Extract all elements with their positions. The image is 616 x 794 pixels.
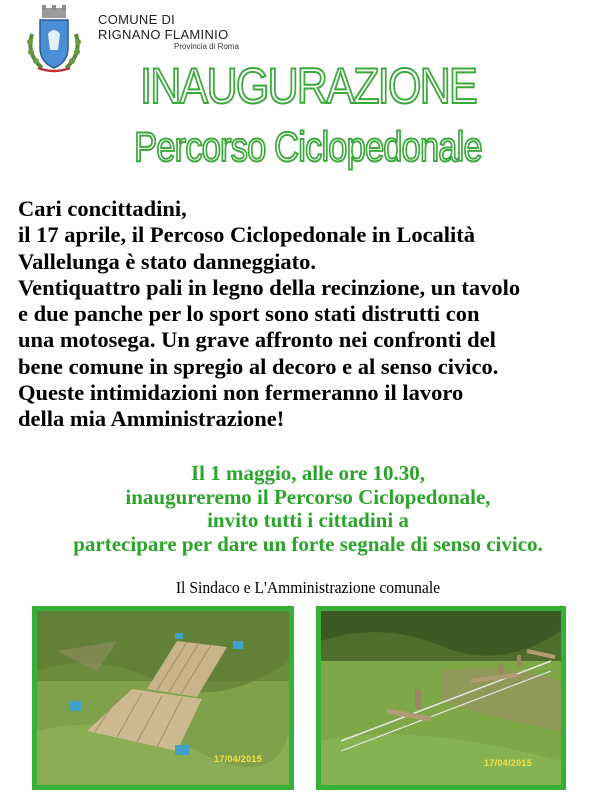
announcement-line: Il 1 maggio, alle ore 10.30, xyxy=(190,461,426,485)
announcement xyxy=(0,462,616,556)
letter-line: il 17 aprile, il Percoso Ciclopedonale in Località xyxy=(18,222,476,248)
letter-line: una motosega. Un grave affronto nei confronti del xyxy=(18,327,496,353)
announcement-line: inaugureremo il Percorso Ciclopedonale, xyxy=(125,484,491,509)
comune-line-2: RIGNANO FLAMINIO xyxy=(98,27,229,42)
announcement-line: partecipare per dare un forte segnale di senso civico. xyxy=(73,531,543,556)
letter-body xyxy=(18,196,608,433)
comune-heading xyxy=(98,12,239,52)
title-inaugurazione: INAUGURAZIONE xyxy=(139,58,476,114)
signature: Il Sindaco e L'Amministrazione comunale xyxy=(175,578,441,597)
letter-line: bene comune in spregio al decoro e al senso civico. xyxy=(18,353,499,379)
announcement-line: invito tutti i cittadini a xyxy=(207,508,409,532)
letter-line: della mia Amministrazione! xyxy=(18,406,285,432)
comune-line-1: COMUNE DI xyxy=(98,12,176,27)
photo-damaged-fence xyxy=(316,606,566,790)
photo-date-stamp: 17/04/2015 xyxy=(483,758,532,768)
letter-line: Queste intimidazioni non fermeranno il lavoro xyxy=(18,380,464,406)
provincia-label: Provincia di Roma xyxy=(174,42,239,51)
photo-damaged-bench xyxy=(32,606,294,790)
letter-line: Ventiquattro pali in legno della recinzione, un tavolo xyxy=(18,274,521,300)
letter-line: e due panche per lo sport sono stati distrutti con xyxy=(18,301,480,327)
title-percorso: Percorso Ciclopedonale xyxy=(134,123,482,170)
letter-line: Cari concittadini, xyxy=(18,196,187,221)
photo-date-stamp: 17/04/2015 xyxy=(213,754,262,764)
letter-line: Vallelunga è stato danneggiato. xyxy=(18,248,316,274)
